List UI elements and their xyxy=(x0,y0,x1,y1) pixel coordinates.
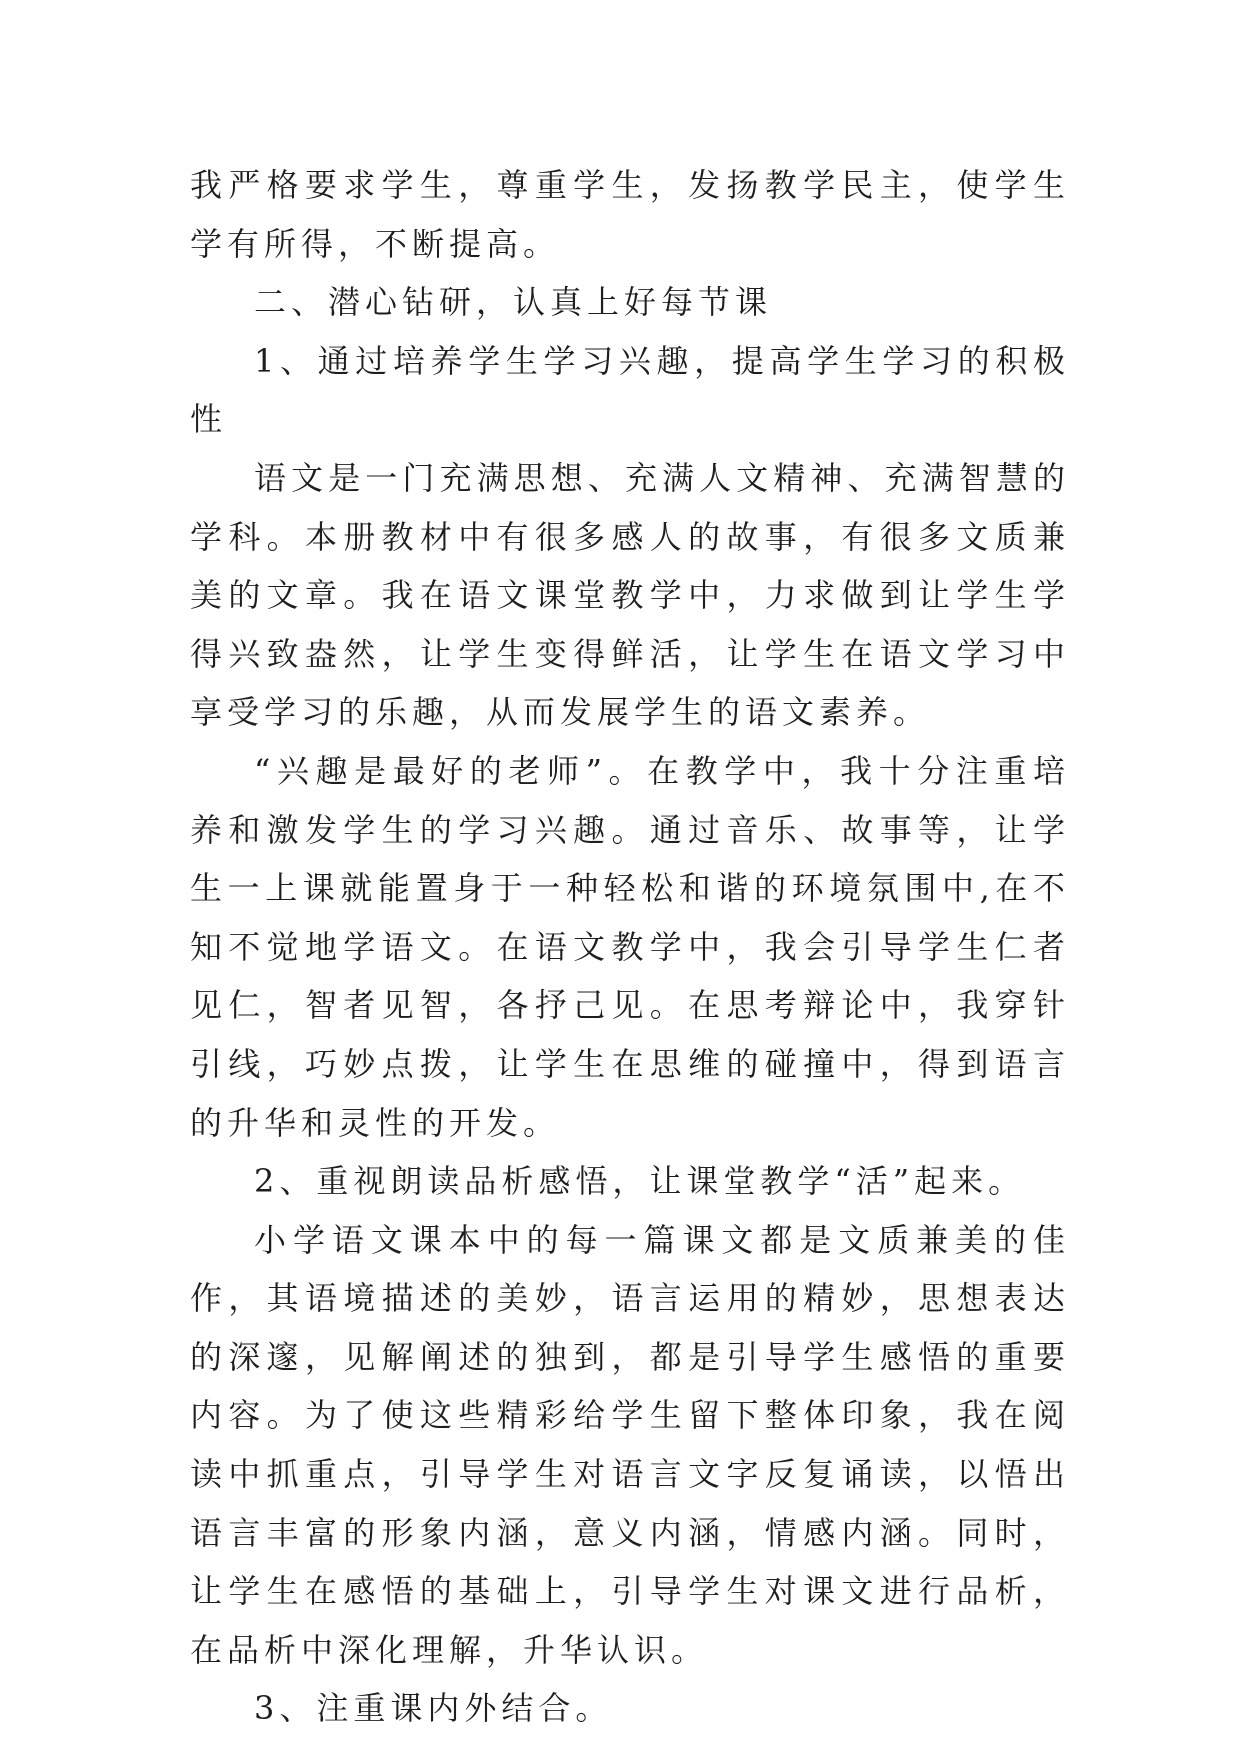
subheading-3: 3、注重课内外结合。 xyxy=(254,1689,613,1728)
document-body xyxy=(190,156,1070,1738)
paragraph-3: “兴趣是最好的老师”。在教学中，我十分注重培养和激发学生的学习兴趣。通过音乐、故事等，让学生一上课就能置身于一种轻松和谐的环境氛围中,在不知不觉地学语文。在语文教学中，我会引导学生仁者见仁，智者见智，各抒己见。在思考辩论中，我穿针引线，巧妙点拨，让学生在思维的碰撞中，得到语言的升华和灵性的开发。 xyxy=(190,751,1070,1142)
subheading-2: 2、重视朗读品析感悟，让课堂教学“活”起来。 xyxy=(254,1162,1026,1201)
paragraph-4: 小学语文课本中的每一篇课文都是文质兼美的佳作，其语境描述的美妙，语言运用的精妙，思想表达的深邃，见解阐述的独到，都是引导学生感悟的重要内容。为了使这些精彩给学生留下整体印象，我在阅读中抓重点，引导学生对语言文字反复诵读，以悟出语言丰富的形象内涵，意义内涵，情感内涵。同时，让学生在感悟的基础上，引导学生对课文进行品析，在品析中深化理解，升华认识。 xyxy=(190,1220,1070,1669)
subheading-1: 1、通过培养学生学习兴趣，提高学生学习的积极性 xyxy=(190,341,1070,439)
section-heading-2: 二、潜心钻研，认真上好每节课 xyxy=(254,283,773,322)
paragraph-1: 我严格要求学生，尊重学生，发扬教学民主，使学生学有所得，不断提高。 xyxy=(190,166,1070,263)
paragraph-2: 语文是一门充满思想、充满人文精神、充满智慧的学科。本册教材中有很多感人的故事，有很多文质兼美的文章。我在语文课堂教学中，力求做到让学生学得兴致盎然，让学生变得鲜活，让学生在语文学习中享受学习的乐趣，从而发展学生的语文素养。 xyxy=(190,458,1070,732)
